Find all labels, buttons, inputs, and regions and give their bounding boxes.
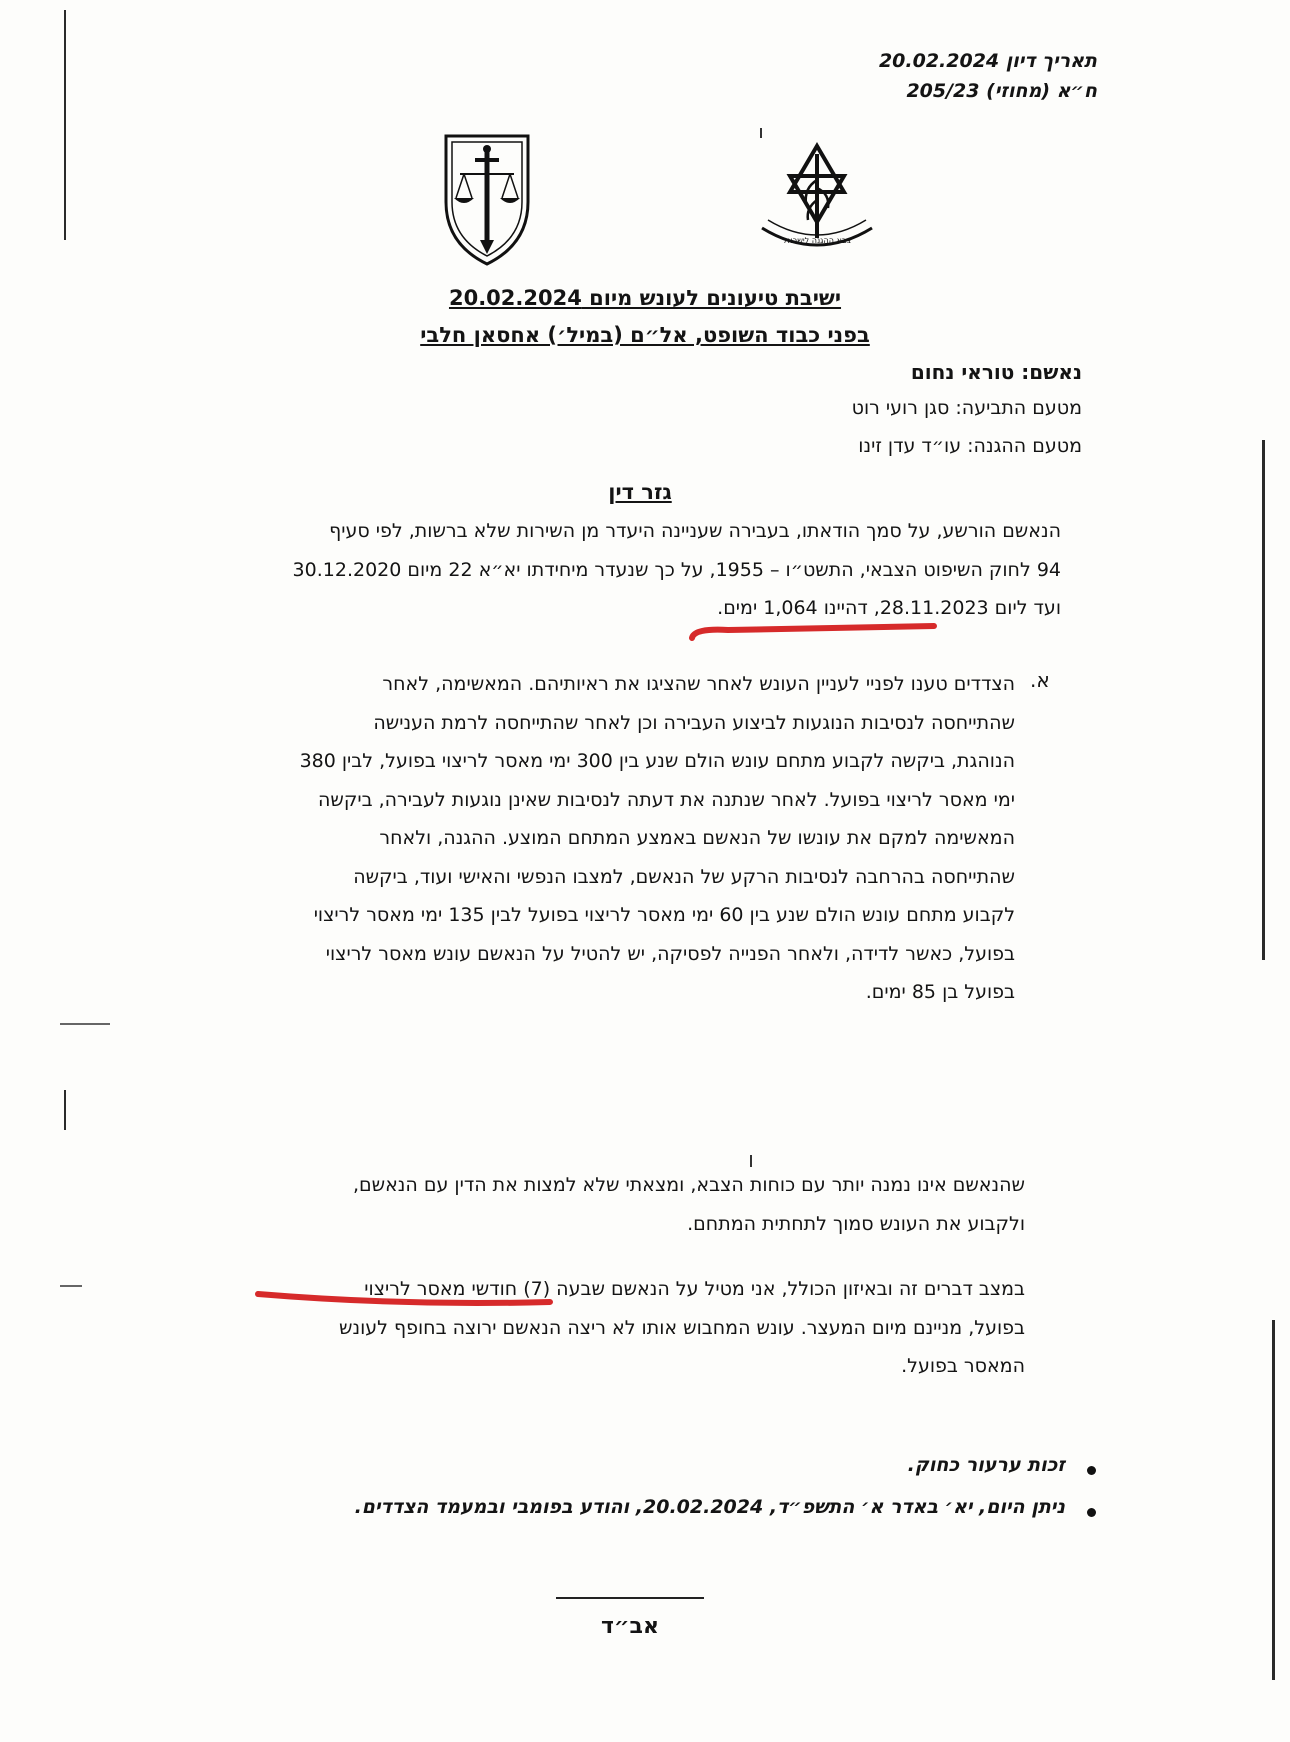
sentence-line: במצב דברים זה ובאיזון הכולל, אני מטיל על הנאשם שבעה (7) חודשי מאסר לריצוי <box>364 1278 1025 1300</box>
continuation-paragraph <box>205 1166 1025 1243</box>
section-a-line: המאשימה למקם את עונשו של הנאשם באמצע המתחם המוצע. ההגנה, ולאחר <box>379 827 1015 849</box>
section-a-label: א. <box>1030 668 1050 692</box>
intro-line: ועד ליום 28.11.2023, דהיינו 1,064 ימים. <box>717 597 1061 619</box>
sentence-line: בפועל, מניינם מיום המעצר. עונש המחבוש אותו לא ריצה הנאשם ירוצה בחופף לעונש <box>339 1316 1025 1339</box>
scan-edge-left <box>64 10 66 240</box>
prosecution-line: מטעם התביעה: סגן רועי רוט <box>851 397 1082 419</box>
continuation-line: ולקבוע את העונש סמוך לתחתית המתחם. <box>687 1212 1025 1235</box>
section-a-line: לקבוע מתחם עונש הולם שנע בין 60 ימי מאסר לריצוי בפועל לבין 135 ימי מאסר לריצוי <box>313 904 1015 926</box>
given-today-bullet: ניתן היום, יא׳ באדר א׳ התשפ״ד, 20.02.2024, והודע בפומבי ובמעמד הצדדים. <box>354 1496 1065 1518</box>
section-a-line: הנוהגת, ביקשה לקבוע מתחם עונש הולם שנע בין 300 ימי מאסר לריצוי בפועל, לבין 380 <box>299 750 1015 772</box>
scan-edge-dash <box>60 1023 110 1025</box>
scan-mark <box>760 128 762 138</box>
defense-line: מטעם ההגנה: עו״ד עדן זינו <box>858 435 1082 457</box>
section-a-line: הצדדים טענו לפניי לעניין העונש לאחר שהציגו את ראיותיהם. המאשימה, לאחר <box>382 673 1015 695</box>
bullet-icon <box>1087 1508 1096 1517</box>
judge-title: בפני כבוד השופט, אל״ם (במיל׳) אחסאן חלבי <box>420 323 870 347</box>
sentence-line: המאסר בפועל. <box>901 1355 1025 1377</box>
verdict-title: גזר דין <box>608 480 672 504</box>
verdict-intro <box>236 512 1061 628</box>
scan-edge-dash <box>60 1285 82 1287</box>
case-number: ח״א (מחוזי) 205/23 <box>906 80 1097 102</box>
court-shield-icon <box>442 132 532 267</box>
section-a-line: שהתייחסה לנסיבות הנוגעות לביצוע העבירה וכן לאחר שהתייחסה לרמת הענישה <box>373 711 1015 734</box>
section-a-line: בפועל, כאשר לדידה, ולאחר הפנייה לפסיקה, יש להטיל על הנאשם עונש מאסר לריצוי <box>325 942 1015 965</box>
bullet-icon <box>1087 1466 1096 1475</box>
red-highlight-mark <box>254 1288 554 1314</box>
section-a-paragraph <box>215 665 1015 1012</box>
intro-line: 94 לחוק השיפוט הצבאי, התשט״ו – 1955, על כך שנעדר מיחידתו יא״א 22 מיום 30.12.2020 <box>292 558 1061 581</box>
scan-edge-right <box>1262 440 1265 960</box>
idf-emblem-icon <box>752 140 882 260</box>
appeal-right-bullet: זכות ערעור כחוק. <box>907 1454 1065 1476</box>
continuation-line: שהנאשם אינו נמנה יותר עם כוחות הצבא, ומצאתי שלא למצות את הדין עם הנאשם, <box>352 1174 1025 1196</box>
scan-edge-left-lower <box>64 1090 66 1130</box>
signature-label: אב״ד <box>601 1614 659 1639</box>
section-a-line: ימי מאסר לריצוי בפועל. לאחר שנתנה את דעתה לנסיבות שאינן נוגעות לעבירה, ביקשה <box>317 788 1015 811</box>
intro-line: הנאשם הורשע, על סמך הודאתו, בעבירה שעניינה היעדר מן השירות שלא ברשות, לפי סעיף <box>329 520 1061 542</box>
signature-line <box>556 1597 704 1599</box>
session-title: ישיבת טיעונים לעונש מיום 20.02.2024 <box>448 286 842 310</box>
hearing-date: תאריך דיון 20.02.2024 <box>878 50 1097 72</box>
section-a-line: בפועל בן 85 ימים. <box>865 981 1015 1003</box>
section-a-line: שהתייחסה בהרחבה לנסיבות הרקע של הנאשם, למצבו הנפשי והאישי ועוד, ביקשה <box>353 865 1015 888</box>
defendant-line: נאשם: טוראי נחום <box>910 360 1082 384</box>
idf-emblem-text: צבא ההגנה לישראל <box>782 236 852 245</box>
red-highlight-mark <box>688 620 938 648</box>
scan-edge-right-lower <box>1272 1320 1275 1680</box>
